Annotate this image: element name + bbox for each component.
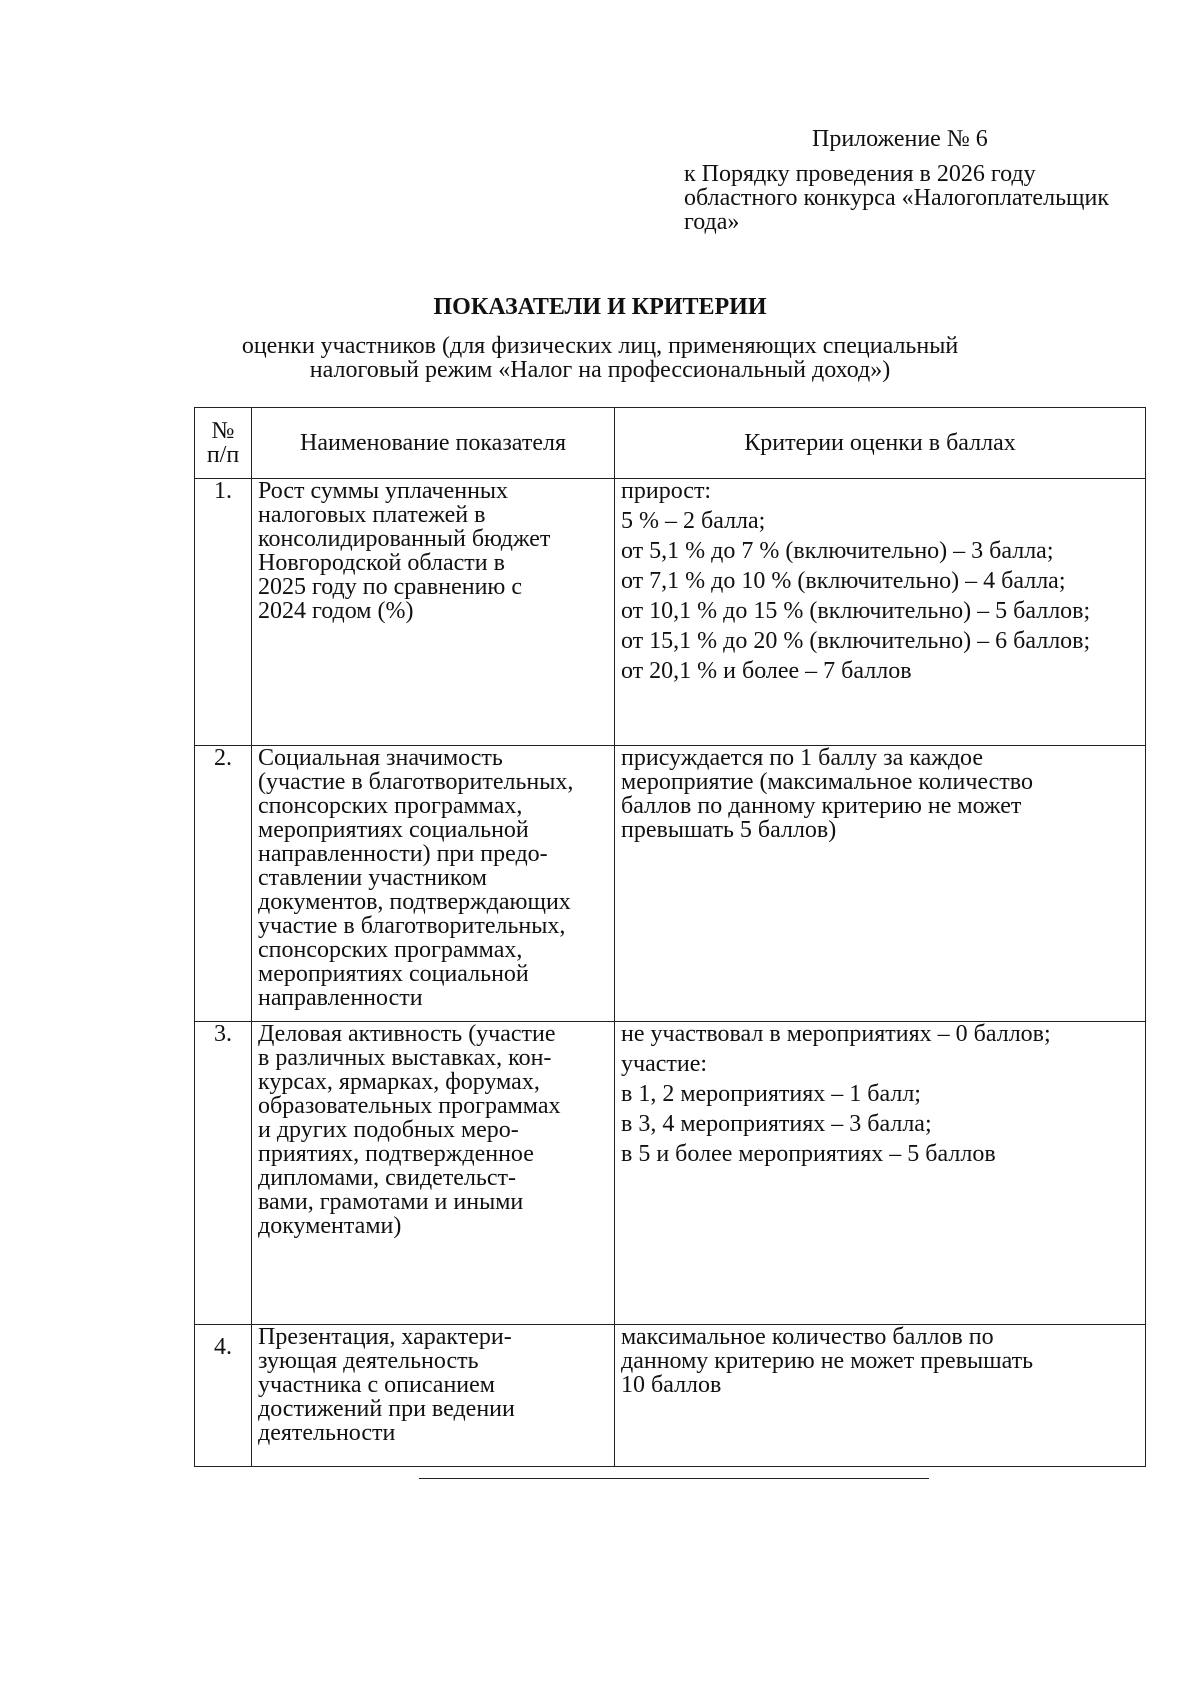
criteria-item: в 1, 2 мероприятиях – 1 балл; (621, 1081, 921, 1107)
document-subtitle: оценки участников (для физических лиц, применяющих специальный налоговый режим «Налог на профессиональный доход») (241, 333, 959, 383)
table-row (195, 479, 1146, 746)
table-row (195, 746, 1146, 1022)
criteria-item: в 3, 4 мероприятиях – 3 балла; (621, 1111, 932, 1137)
indicator-name: Рост суммы уплаченных налоговых платежей в консолидированный бюджет Новгородской области в 2025 году по сравнению с 2024 годом (%) (252, 479, 615, 746)
criteria-item: прирост: (621, 478, 712, 504)
criteria-item: от 10,1 % до 15 % (включительно) – 5 баллов; (621, 598, 1091, 624)
header-criteria: Критерии оценки в баллах (615, 408, 1146, 479)
criteria-item: от 20,1 % и более – 7 баллов (621, 658, 912, 684)
header-number-label: № п/п (206, 418, 240, 468)
end-divider-line (419, 1478, 929, 1479)
criteria-text: максимальное количество баллов по данному критерию не может превышать 10 баллов (615, 1325, 1146, 1467)
criteria-cell (615, 479, 1146, 746)
document-title: ПОКАЗАТЕЛИ И КРИТЕРИИ (433, 294, 767, 320)
table-row (195, 1325, 1146, 1467)
table-row (195, 1022, 1146, 1325)
criteria-text: присуждается по 1 баллу за каждое мероприятие (максимальное количество баллов по данному критерию не может превышать 5 баллов) (615, 746, 1146, 1022)
annex-title: Приложение № 6 (812, 126, 988, 152)
indicator-name: Деловая активность (участие в различных выставках, кон- курсах, ярмарках, форумах, образовательных программах и других подобных меро- приятиях, подтвержденное дипломами, свидетельст- вами, грамотами и иными документами) (252, 1022, 615, 1325)
criteria-item: участие: (621, 1051, 708, 1077)
row-number: 3. (195, 1022, 252, 1325)
row-number: 4. (195, 1325, 252, 1467)
indicator-name: Презентация, характери- зующая деятельность участника с описанием достижений при ведении деятельности (252, 1325, 615, 1467)
criteria-table (194, 407, 1146, 1467)
criteria-item: от 5,1 % до 7 % (включительно) – 3 балла; (621, 538, 1054, 564)
row-number: 2. (195, 746, 252, 1022)
criteria-item: от 15,1 % до 20 % (включительно) – 6 баллов; (621, 628, 1091, 654)
table-header-row (195, 408, 1146, 479)
criteria-list (621, 1016, 1139, 1172)
criteria-item: 5 % – 2 балла; (621, 508, 766, 534)
criteria-item: не участвовал в мероприятиях – 0 баллов; (621, 1021, 1051, 1047)
criteria-item: от 7,1 % до 10 % (включительно) – 4 балла; (621, 568, 1066, 594)
indicator-name: Социальная значимость (участие в благотворительных, спонсорских программах, мероприятиях социальной направленности) при предо- ставлении участником документов, подтверждающих участие в благотворительных, спонсорских программах, мероприятиях социальной направленности (252, 746, 615, 1022)
criteria-list (621, 473, 1139, 689)
annex-reference: к Порядку проведения в 2026 году областного конкурса «Налогоплательщик года» (684, 161, 1109, 235)
header-number (195, 408, 252, 479)
criteria-cell (615, 1022, 1146, 1325)
criteria-item: в 5 и более мероприятиях – 5 баллов (621, 1141, 996, 1167)
row-number: 1. (195, 479, 252, 746)
header-indicator-name: Наименование показателя (252, 408, 615, 479)
